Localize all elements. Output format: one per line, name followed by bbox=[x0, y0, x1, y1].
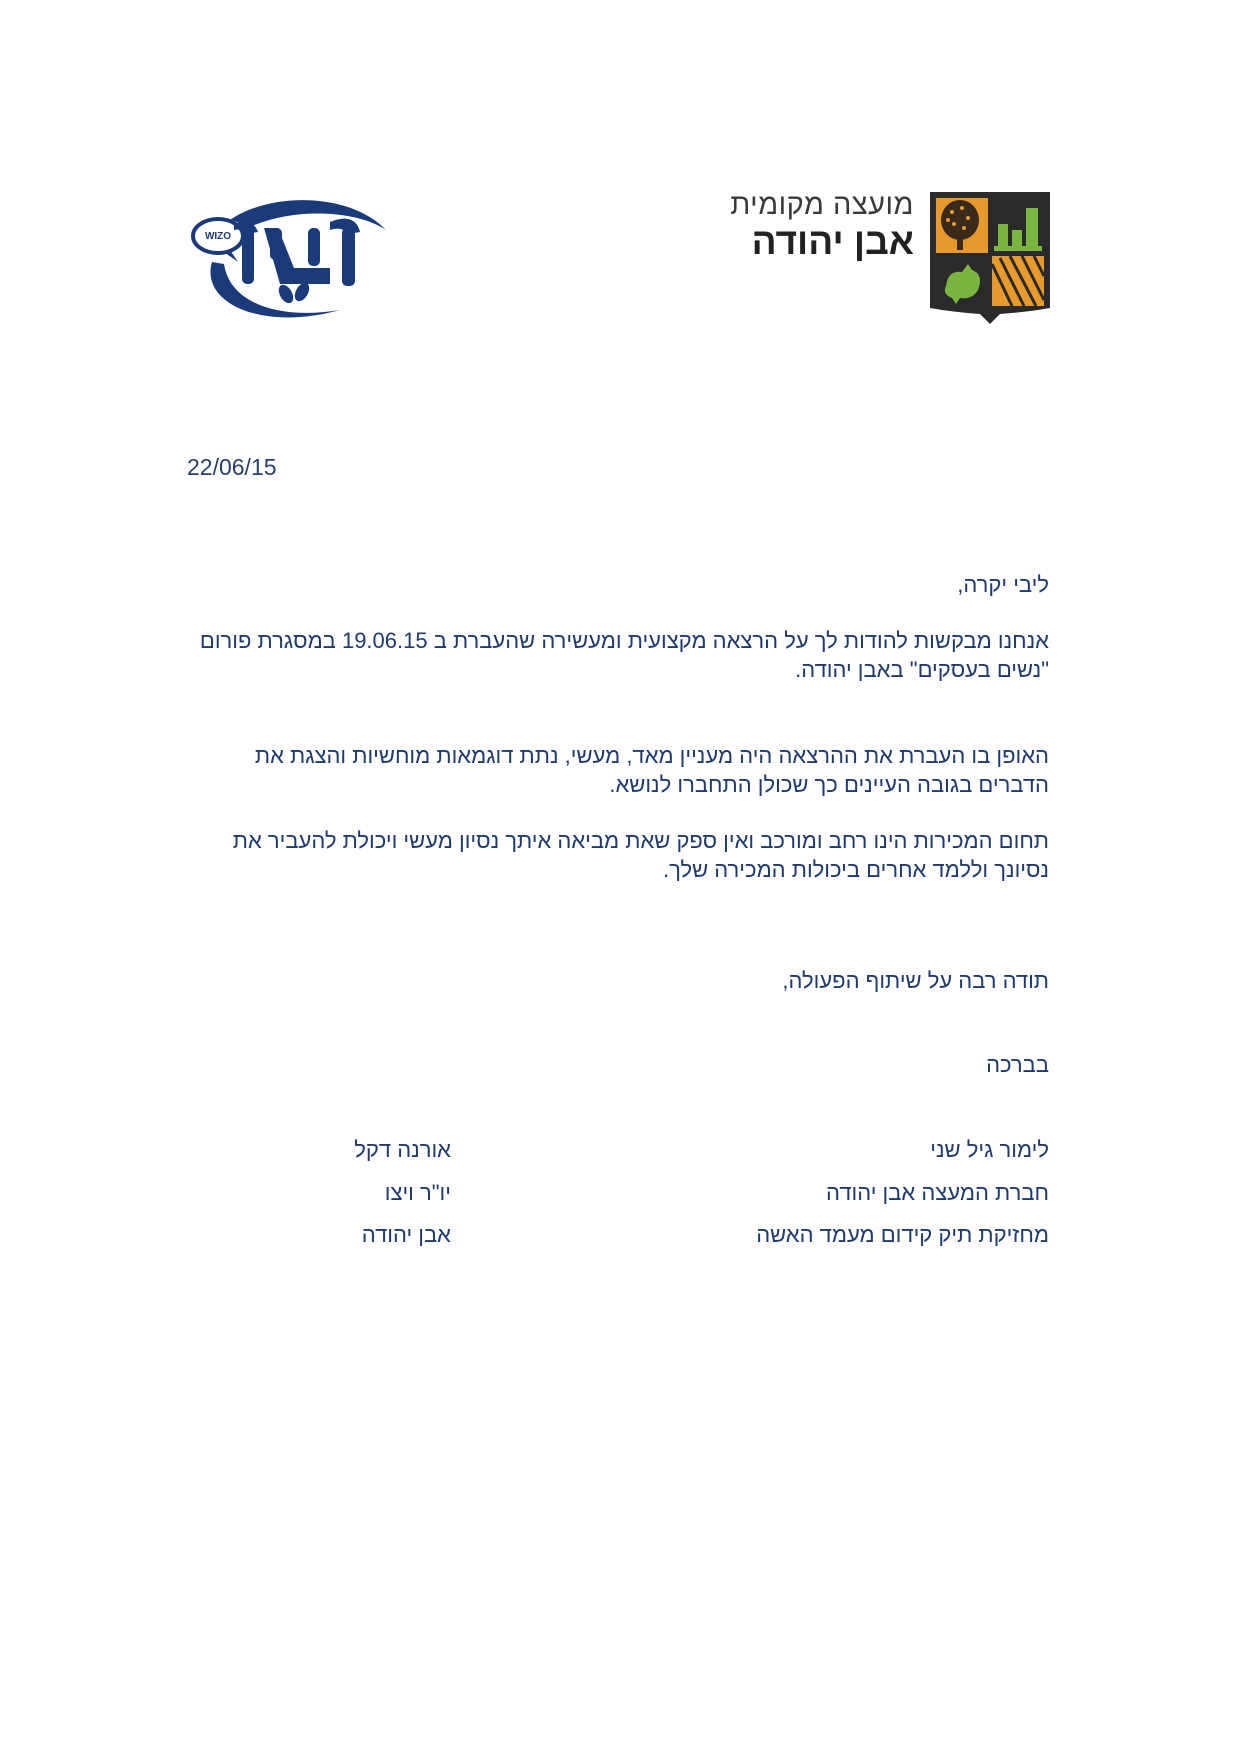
letter-date: 22/06/15 bbox=[187, 454, 277, 480]
wizo-logo bbox=[190, 192, 388, 324]
signature-left-location: אבן יהודה bbox=[361, 1222, 451, 1247]
letter-regards: בברכה bbox=[986, 1052, 1049, 1077]
signature-right-name: לימור גיל שני bbox=[930, 1137, 1049, 1162]
council-name-line2: אבן יהודה bbox=[751, 221, 914, 262]
letter-greeting: ליבי יקרה, bbox=[957, 572, 1049, 597]
letter-thanks: תודה רבה על שיתוף הפעולה, bbox=[782, 968, 1049, 993]
letter-paragraph-2: האופן בו העברת את ההרצאה היה מעניין מאד, מעשי, נתת דוגמאות מוחשיות והצגת את הדברים בגובה העיינים כך שכולן התחברו לנושא. bbox=[254, 743, 1049, 797]
signature-right-role: חברת המעצה אבן יהודה bbox=[826, 1180, 1049, 1205]
signature-right-portfolio: מחזיקת תיק קידום מעמד האשה bbox=[756, 1222, 1049, 1247]
letter-paragraph-3: תחום המכירות הינו רחב ומורכב ואין ספק שאת מביאה איתך נסיון מעשי ויכולת להעביר את נסיונך וללמד אחרים ביכולות המכירה שלך. bbox=[232, 828, 1049, 882]
wizo-badge-text: WIZO bbox=[204, 231, 232, 242]
council-name-line1: מועצה מקומית bbox=[730, 189, 914, 221]
signature-left-name: אורנה דקל bbox=[354, 1137, 451, 1162]
council-crest-icon bbox=[928, 190, 1052, 325]
letter-paragraph-1: אנחנו מבקשות להודות לך על הרצאה מקצועית ומעשירה שהעברת ב 19.06.15 במסגרת פורום "נשים בעסקים" באבן יהודה. bbox=[199, 628, 1049, 682]
signature-left-role: יו"ר ויצו bbox=[384, 1180, 451, 1205]
